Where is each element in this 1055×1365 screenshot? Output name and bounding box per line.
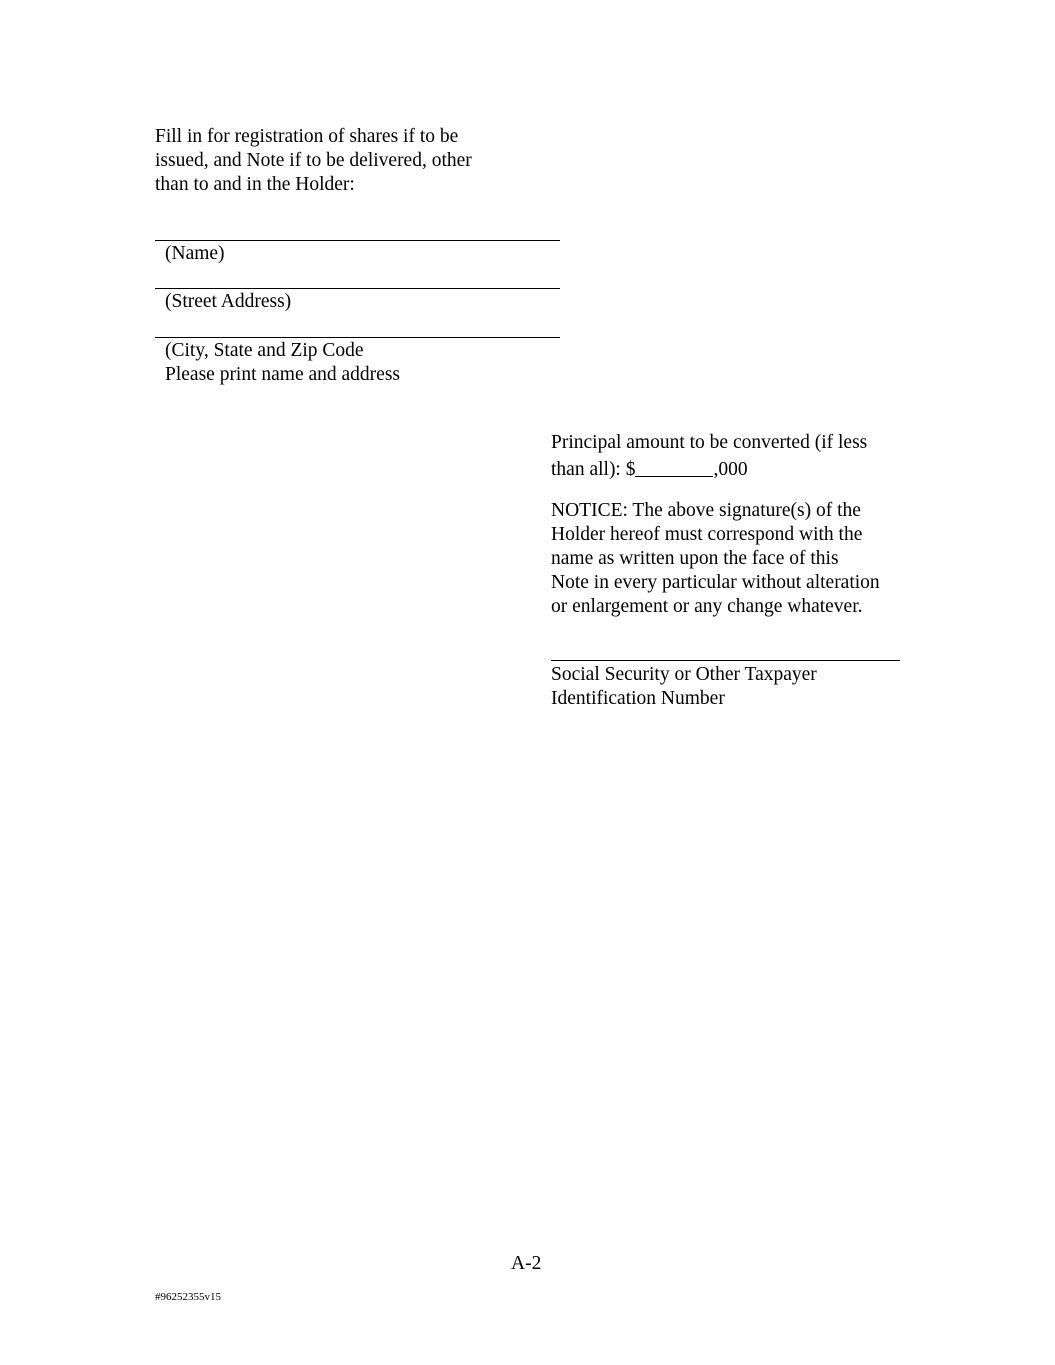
notice-paragraph bbox=[551, 499, 880, 619]
principal-amount-line2 bbox=[551, 455, 867, 482]
name-label: (Name) bbox=[165, 243, 225, 264]
notice-line: or enlargement or any change whatever. bbox=[551, 596, 863, 617]
instruction-line: issued, and Note if to be delivered, other bbox=[155, 150, 472, 171]
street-address-line bbox=[155, 288, 560, 289]
instruction-line: Fill in for registration of shares if to be bbox=[155, 126, 459, 147]
principal-amount-suffix: ,000 bbox=[713, 459, 748, 480]
taxpayer-id-block bbox=[551, 663, 817, 711]
taxpayer-id-label-line1: Social Security or Other Taxpayer bbox=[551, 664, 817, 685]
taxpayer-id-label-line2: Identification Number bbox=[551, 688, 725, 709]
street-address-label: (Street Address) bbox=[165, 291, 292, 312]
notice-line: Holder hereof must correspond with the bbox=[551, 524, 863, 545]
principal-amount-line1: Principal amount to be converted (if less bbox=[551, 432, 868, 453]
document-reference: #96252355v15 bbox=[155, 1291, 221, 1303]
city-state-zip-label: (City, State and Zip Code bbox=[165, 340, 364, 361]
city-state-zip-block bbox=[165, 339, 400, 387]
name-signature-line bbox=[155, 240, 560, 241]
page-number: A-2 bbox=[511, 1253, 542, 1274]
principal-amount-block bbox=[551, 431, 867, 482]
taxpayer-id-line bbox=[551, 660, 900, 661]
city-state-zip-line bbox=[155, 337, 560, 338]
instruction-line: than to and in the Holder: bbox=[155, 174, 355, 195]
print-note: Please print name and address bbox=[165, 364, 401, 385]
notice-line: NOTICE: The above signature(s) of the bbox=[551, 500, 861, 521]
notice-line: Note in every particular without alteration bbox=[551, 572, 880, 593]
principal-amount-prefix: than all): $ bbox=[551, 459, 636, 480]
registration-instructions bbox=[155, 125, 472, 197]
notice-line: name as written upon the face of this bbox=[551, 548, 839, 569]
amount-blank bbox=[635, 457, 713, 477]
